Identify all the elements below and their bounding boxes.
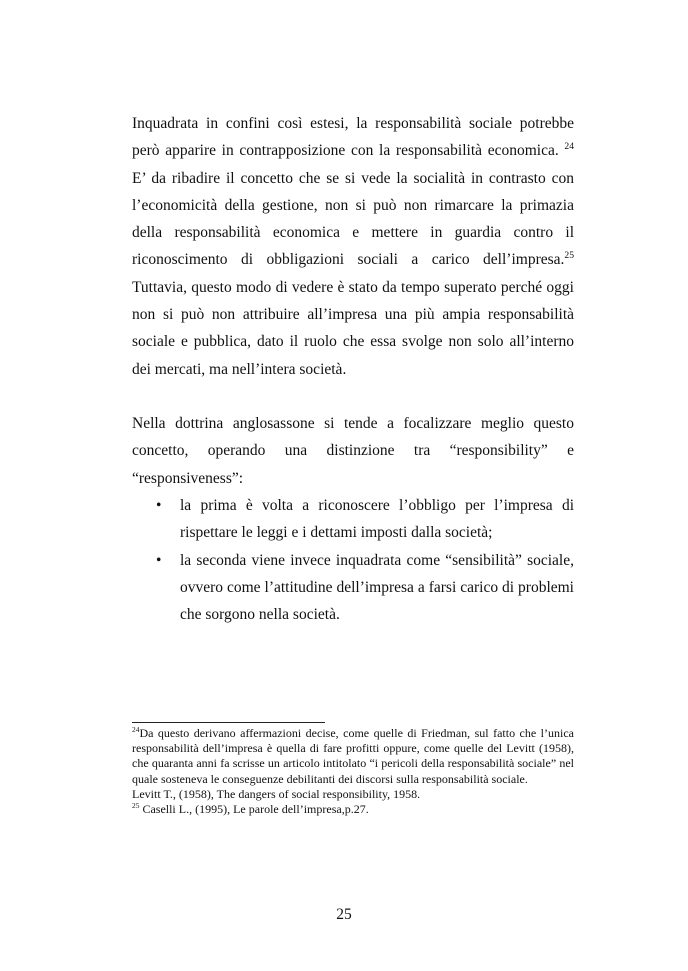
footnote-number: 25 bbox=[132, 801, 140, 811]
footnote-text: Da questo derivano affermazioni decise, come quelle di Friedman, sul fatto che l’unica responsabilità dell’impresa è quella di fare profitti oppure, come quelle del Levitt (1958), che quaranta anni fa scrisse un articolo intitolato “i pericoli della responsabilità sociale” nel quale sosteneva le conseguenze debilitanti dei discorsi sulla responsabilità sociale. bbox=[132, 726, 574, 786]
paragraph-text: Inquadrata in confini così estesi, la responsabilità sociale potrebbe però apparire in contrapposizione con la responsabilità economica. bbox=[132, 115, 574, 160]
body-paragraph-1 bbox=[132, 110, 574, 383]
footnote-text: Caselli L., (1995), Le parole dell’impresa,p.27. bbox=[139, 802, 369, 817]
footnote-ref-25[interactable]: 25 bbox=[564, 250, 574, 262]
footnote-24 bbox=[132, 726, 574, 787]
page-number: 25 bbox=[336, 906, 352, 923]
list-item-text: la prima è volta a riconoscere l’obbligo per l’impresa di rispettare le leggi e i dettami imposti dalla società; bbox=[180, 497, 574, 542]
paragraph-text: E’ da ribadire il concetto che se si vede la socialità in contrasto con l’economicità della gestione, non si può non rimarcare la primazia della responsabilità economica e mettere in guardia contro il riconoscimento di obbligazioni sociali a carico dell’impresa. bbox=[132, 169, 574, 269]
bullet-icon: • bbox=[156, 497, 162, 514]
footnote-25 bbox=[132, 802, 574, 817]
list-item bbox=[132, 547, 574, 629]
bullet-icon: • bbox=[156, 551, 162, 569]
bullet-list bbox=[132, 492, 574, 628]
body-paragraph-2: Nella dottrina anglosassone si tende a focalizzare meglio questo concetto, operando una distinzione tra “responsibility” e “responsiveness”: bbox=[132, 415, 574, 487]
footnote-number: 24 bbox=[132, 725, 140, 734]
footnote-separator bbox=[132, 722, 325, 723]
footnote-24-reference: Levitt T., (1958), The dangers of social responsibility, 1958. bbox=[132, 786, 421, 801]
footnotes bbox=[132, 726, 574, 817]
list-item-text: la seconda viene invece inquadrata come “sensibilità” sociale, ovvero come l’attitudine dell’impresa a farsi carico di problemi che sorgono nella società. bbox=[180, 551, 574, 624]
footnote-ref-24[interactable]: 24 bbox=[564, 141, 574, 153]
list-item bbox=[132, 492, 574, 547]
paragraph-text: Tuttavia, questo modo di vedere è stato da tempo superato perché oggi non si può non attribuire all’impresa una più ampia responsabilità sociale e pubblica, dato il ruolo che essa svolge non solo all’interno dei mercati, ma nell’intera società. bbox=[132, 278, 574, 378]
